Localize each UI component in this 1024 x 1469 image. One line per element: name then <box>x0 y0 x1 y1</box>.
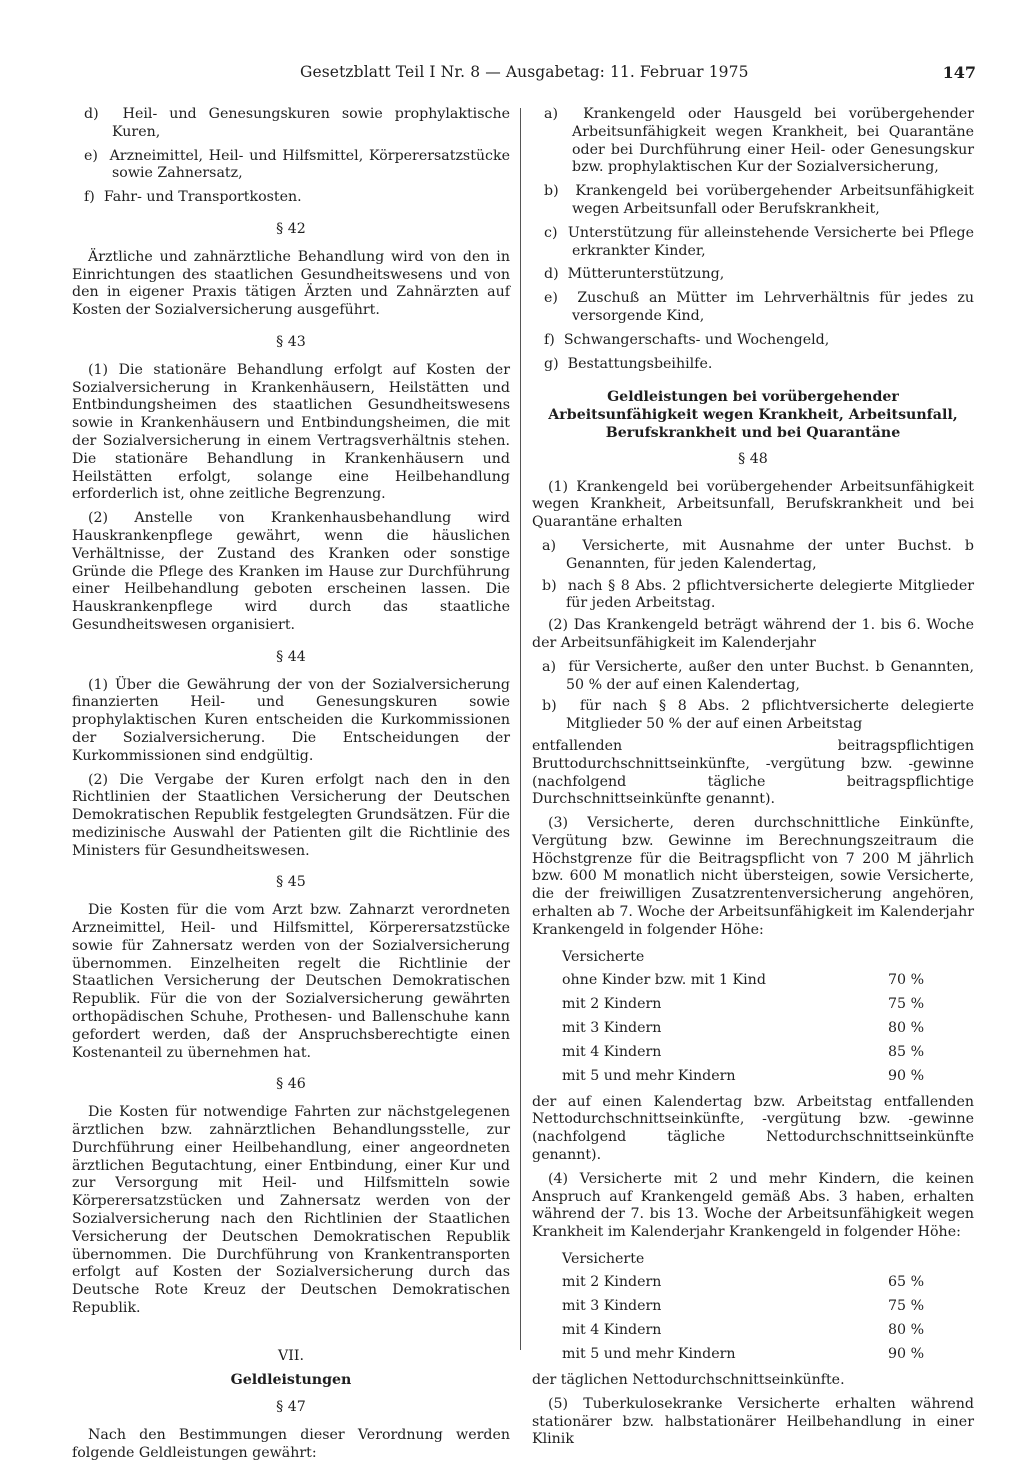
rate-table-1 <box>562 946 928 1088</box>
list-item: c) Unterstützung für alleinstehende Versicherte bei Pflege erkrankter Kinder, <box>544 224 974 259</box>
paragraph: (2) Anstelle von Krankenhausbehandlung wird Hauskrankenpflege gewährt, wenn die häuslichen Verhältnisse, der Zustand des Kranken oder sonstige Gründe die Pflege des Kranken im Hause zur Durchführung einer Heilbehandlung geboten erscheinen lassen. Die Hauskrankenpflege wird durch das staatliche Gesundheitswesen organisiert. <box>72 510 510 633</box>
table-header: Versicherte <box>562 1251 645 1268</box>
left-column <box>72 106 510 1469</box>
list-item: a) Krankengeld oder Hausgeld bei vorübergehender Arbeitsunfähigkeit wegen Krankheit, bei Quarantäne oder bei Durchführung einer Heil- oder Genesungskur bzw. prophylaktischen Kur der Sozialversicherung, <box>544 106 974 176</box>
paragraph: der täglichen Nettodurchschnittseinkünfte. <box>532 1372 845 1389</box>
list-item: e) Zuschuß an Mütter im Lehrverhältnis für jedes zu versorgende Kind, <box>544 290 974 324</box>
chapter-number: VII. <box>278 1347 304 1364</box>
paragraph: entfallenden beitragspflichtigen Bruttodurchschnittseinkünfte, -vergütung bzw. -gewinne (nachfolgend tägliche beitragspflichtige Durchschnittseinkünfte genannt). <box>532 737 974 808</box>
table-row: mit 2 Kindern 75 % <box>562 995 925 1012</box>
section-heading-48: § 48 <box>738 450 768 467</box>
page-header <box>300 64 976 86</box>
page-number: 147 <box>942 63 976 82</box>
section-heading-43: § 43 <box>276 333 306 350</box>
subsection-heading: Geldleistungen bei vorübergehender Arbeitsunfähigkeit wegen Krankheit, Arbeitsunfall, Berufskrankheit und bei Quarantäne <box>548 389 958 441</box>
table-row: mit 5 und mehr Kindern 90 % <box>562 1067 925 1084</box>
rate-table-2 <box>562 1248 928 1366</box>
list-item: e) Arzneimittel, Heil- und Hilfsmittel, Körperersatzstücke sowie Zahnersatz, <box>84 147 510 182</box>
paragraph: (3) Versicherte, deren durchschnittliche Einkünfte, Vergütung bzw. Gewinne im Berechnungszeitraum die Höchstgrenze für die Beitragspflicht von 7 200 M jährlich bzw. 600 M monatlich nicht übersteigen, sowie Versicherte, die der freiwilligen Zusatzrentenversicherung angehören, erhalten ab 7. Woche der Arbeitsunfähigkeit im Kalenderjahr Krankengeld in folgender Höhe: <box>532 815 974 938</box>
list-item: f) Schwangerschafts- und Wochengeld, <box>544 331 830 348</box>
table-row: mit 3 Kindern 80 % <box>562 1019 925 1036</box>
paragraph: Ärztliche und zahnärztliche Behandlung wird von den in Einrichtungen des staatlichen Gesundheitswesens und von den in eigener Praxis tätigen Ärzten und Zahnärzten auf Kosten der Sozialversicherung ausgeführt. <box>72 248 510 319</box>
list-item: f) Fahr- und Transportkosten. <box>84 189 302 206</box>
paragraph: (4) Versicherte mit 2 und mehr Kindern, die keinen Anspruch auf Krankengeld gemäß Abs. 3 haben, erhalten während der 7. bis 13. Woche der Arbeitsunfähigkeit wegen Krankheit im Kalenderjahr Krankengeld in folgender Höhe: <box>532 1170 974 1241</box>
table-row: mit 2 Kindern 65 % <box>562 1274 925 1291</box>
table-row: ohne Kinder bzw. mit 1 Kind 70 % <box>562 971 925 988</box>
paragraph: (2) Das Krankengeld beträgt während der 1. bis 6. Woche der Arbeitsunfähigkeit im Kalenderjahr <box>532 617 974 651</box>
list-item: g) Bestattungsbeihilfe. <box>544 355 713 372</box>
paragraph: Nach den Bestimmungen dieser Verordnung werden folgende Geldleistungen gewährt: <box>72 1427 510 1461</box>
table-row: mit 5 und mehr Kindern 90 % <box>562 1346 925 1363</box>
section-heading-47: § 47 <box>276 1399 306 1416</box>
paragraph: (2) Die Vergabe der Kuren erfolgt nach den in den Richtlinien der Staatlichen Versicherung der Deutschen Demokratischen Republik festgelegten Grundsätzen. Für die medizinische Auswahl der Patienten gilt die Richtlinie des Ministers für Gesundheitswesen. <box>72 771 510 859</box>
table-row: mit 4 Kindern 85 % <box>562 1043 925 1060</box>
table-row: mit 4 Kindern 80 % <box>562 1322 925 1339</box>
list-item: d) Heil- und Genesungskuren sowie prophylaktische Kuren, <box>84 106 510 140</box>
section-heading-46: § 46 <box>276 1076 306 1093</box>
paragraph: (1) Die stationäre Behandlung erfolgt auf Kosten der Sozialversicherung in Krankenhäusern, Heilstätten und Entbindungsheimen des staatlichen Gesundheitswesens sowie in Krankenhäusern und Entbindungsheimen, die mit der Sozialversicherung in einem Vertragsverhältnis stehen. Die stationäre Behandlung in Krankenhäusern und Heilstätten erfolgt, solange eine Heilbehandlung erforderlich ist, ohne zeitliche Begrenzung. <box>72 361 510 503</box>
table-row: mit 3 Kindern 75 % <box>562 1298 925 1315</box>
section-heading-45: § 45 <box>276 874 306 891</box>
column-divider <box>520 108 521 1350</box>
paragraph: Die Kosten für notwendige Fahrten zur nächstgelegenen ärztlichen bzw. zahnärztlichen Behandlungsstelle, zur Durchführung einer Heilbehandlung, einer angeordneten ärztlichen Begutachtung, einer Entbindung, einer Kur und zur Versorgung mit Heil- und Hilfsmitteln sowie Körperersatzstücken und Zahnersatz werden von der Sozialversicherung nach den Richtlinien der Staatlichen Versicherung der Deutschen Demokratischen Republik übernommen. Die Durchführung von Krankentransporten erfolgt auf Kosten der Sozialversicherung durch das Deutsche Rote Kreuz der Deutschen Demokratischen Republik. <box>72 1104 510 1317</box>
list-item: b) nach § 8 Abs. 2 pflichtversicherte delegierte Mitglieder für jeden Arbeitstag. <box>542 577 974 612</box>
chapter-title: Geldleistungen <box>230 1371 352 1388</box>
table-header: Versicherte <box>562 948 645 965</box>
paragraph: der auf einen Kalendertag bzw. Arbeitstag entfallenden Nettodurchschnittseinkünfte, -vergütung bzw. -gewinne (nachfolgend tägliche Nettodurchschnittseinkünfte genannt). <box>532 1093 974 1164</box>
paragraph: Die Kosten für die vom Arzt bzw. Zahnarzt verordneten Arzneimittel, Heil- und Hilfsmittel, Körperersatzstücke sowie für Zahnersatz werden von der Sozialversicherung übernommen. Einzelheiten regelt die Richtlinie der Staatlichen Versicherung der Deutschen Demokratischen Republik. Für die von der Sozialversicherung gewährten orthopädischen Schuhe, Prothesen- und Ballenschuhe kann gefordert werden, daß der Anspruchsberechtigte einen Kostenanteil zu übernehmen hat. <box>72 902 510 1061</box>
list-item: a) Versicherte, mit Ausnahme der unter Buchst. b Genannten, für jeden Kalendertag, <box>542 537 974 572</box>
header-title: Gesetzblatt Teil I Nr. 8 — Ausgabetag: 11. Februar 1975 <box>300 63 749 81</box>
list-item: b) für nach § 8 Abs. 2 pflichtversicherte delegierte Mitglieder 50 % der auf einen Arbeitstag <box>542 698 974 733</box>
list-item: b) Krankengeld bei vorübergehender Arbeitsunfähigkeit wegen Arbeitsunfall oder Berufskrankheit, <box>544 183 974 217</box>
paragraph: (1) Krankengeld bei vorübergehender Arbeitsunfähigkeit wegen Krankheit, Arbeitsunfall, Berufskrankheit und bei Quarantäne erhalten <box>532 478 974 531</box>
section-heading-44: § 44 <box>276 648 306 665</box>
paragraph: (5) Tuberkulosekranke Versicherte erhalten während stationärer bzw. halbstationärer Heilbehandlung in einer Klinik <box>532 1395 974 1448</box>
list-item: d) Mütterunterstützung, <box>544 266 725 283</box>
paragraph: (1) Über die Gewährung der von der Sozialversicherung finanzierten Heil- und Genesungskuren sowie prophylaktischen Kuren entscheiden die Kurkommissionen der Sozialversicherung. Die Entscheidungen der Kurkommissionen sind endgültig. <box>72 676 510 764</box>
list-item: a) für Versicherte, außer den unter Buchst. b Genannten, 50 % der auf einen Kalendertag, <box>542 658 974 693</box>
right-column <box>532 106 974 1455</box>
section-heading-42: § 42 <box>276 220 306 237</box>
